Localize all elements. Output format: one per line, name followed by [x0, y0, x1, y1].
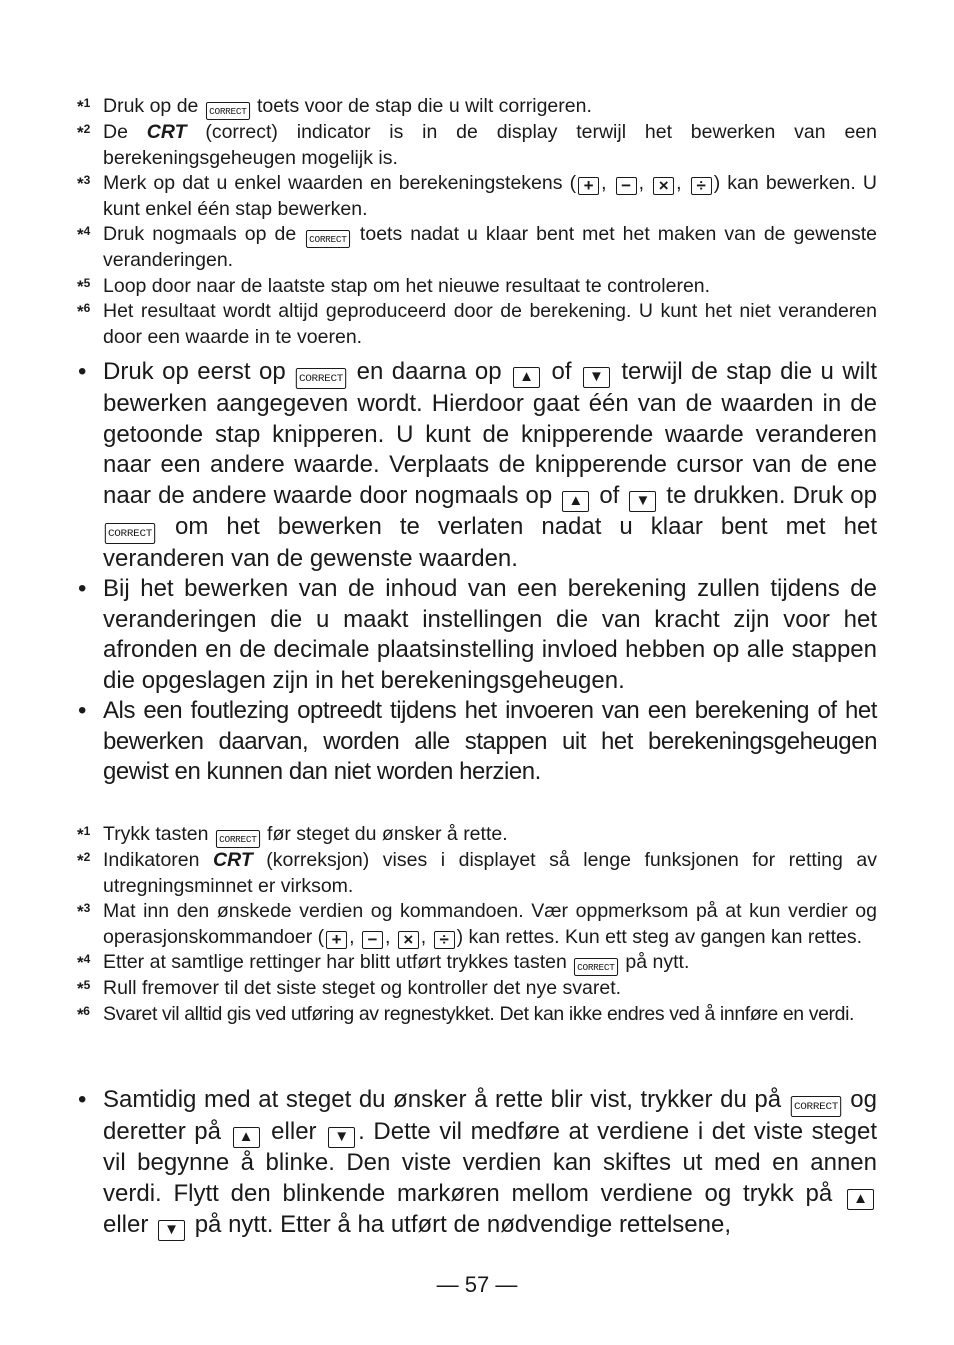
- minus-key-icon: −: [616, 177, 637, 195]
- up-arrow-key-icon: ▲: [847, 1189, 874, 1210]
- correct-key-icon: CORRECT: [216, 830, 260, 848]
- correct-key-icon: CORRECT: [105, 523, 155, 544]
- bullet-item: • Druk op eerst op CORRECT en daarna op ▲ of ▼ terwijl de stap die u wilt bewerken aangegeven wordt. Hierdoor gaat één van de waarden in de getoonde stap knipperen. U kunt de knipperende waarde veranderen naar een andere waarde. Verplaats de knipperende cursor van de ene naar de andere waarde door nogmaals op ▲ of ▼ te drukken. Druk op CORRECT om het bewerken te verlaten nadat u klaar bent met het veranderen van de gewenste waarden.: [78, 358, 877, 572]
- bullet-item: • Samtidig med at steget du ønsker å rette blir vist, trykker du på CORRECT og deretter på ▲ eller ▼ . Dette vil medføre at verdiene i det viste steget vil begynne å blinke. Den viste verdien kan skiftes ut med en annen verdi. Flytt den blinkende markøren mellom verdiene og trykk på ▲ eller ▼ på nytt. Etter å ha utført de nødvendige rettelsene,: [74, 1085, 877, 1241]
- footnote-4: *$^4$ Druk nogmaals op de CORRECT toets nadat u klaar bent met het maken van de gewenste veranderingen.: [77, 223, 877, 271]
- correct-key-icon: CORRECT: [790, 1096, 840, 1117]
- crt-indicator: CRT: [213, 849, 253, 871]
- footnote-6: *$^6$ Svaret vil alltid gis ved utføring av regnestykket. Det kan ikke endres ved å innføre en verdi.: [77, 1002, 855, 1025]
- footnote-5: *$^5$ Loop door naar de laatste stap om het nieuwe resultaat te controleren.: [77, 274, 711, 297]
- plus-key-icon: +: [326, 931, 347, 949]
- crt-indicator: CRT: [146, 121, 187, 143]
- correct-key-icon: CORRECT: [306, 230, 350, 248]
- minus-key-icon: −: [362, 931, 383, 949]
- times-key-icon: ×: [653, 177, 674, 195]
- correct-key-icon: CORRECT: [206, 102, 250, 120]
- norwegian-bullets: [74, 1085, 877, 1241]
- down-arrow-key-icon: ▼: [583, 367, 610, 388]
- footnote-5: *$^5$ Rull fremover til det siste steget og kontroller det nye svaret.: [77, 977, 622, 999]
- footnote-2: *$^2$ De CRT (correct) indicator is in de display terwijl het bewerken van een berekeningsgeheugen mogelijk is.: [77, 121, 877, 169]
- down-arrow-key-icon: ▼: [629, 491, 656, 512]
- bullet-icon: •: [78, 1086, 87, 1113]
- bullet-icon: •: [78, 575, 87, 602]
- down-arrow-key-icon: ▼: [158, 1220, 185, 1241]
- up-arrow-key-icon: ▲: [513, 367, 540, 388]
- times-key-icon: ×: [398, 931, 419, 949]
- up-arrow-key-icon: ▲: [562, 491, 589, 512]
- footnote-1: *$^1$ Druk op de CORRECT toets voor de stap die u wilt corrigeren.: [74, 94, 877, 120]
- bullet-icon: •: [78, 697, 86, 724]
- footnote-2: *$^2$ Indikatoren CRT (korreksjon) vises i displayet så lenge funksjonen for retting av utregningsminnet er virksom.: [77, 849, 877, 897]
- footnote-3: *$^3$ Merk op dat u enkel waarden en berekeningstekens ( + , − , × , ÷ ) kan bewerken. U kunt enkel één stap bewerken.: [77, 172, 877, 220]
- footnote-6: *$^6$ Het resultaat wordt altijd geproduceerd door de berekening. U kunt het niet veranderen door een waarde in te voeren.: [77, 300, 877, 348]
- bullet-icon: •: [78, 358, 87, 385]
- dutch-bullets: [74, 357, 877, 788]
- divide-key-icon: ÷: [434, 931, 455, 949]
- footnote-1: *$^1$ Trykk tasten CORRECT før steget du ønsker å rette.: [74, 822, 877, 848]
- footnote-3: *$^3$ Mat inn den ønskede verdien og kommandoen. Vær oppmerksom på at kun verdier og operasjonskommandoer ( + , − , × , ÷ ) kan rettes. Kun ett steg av gangen kan rettes.: [77, 900, 877, 949]
- up-arrow-key-icon: ▲: [233, 1127, 260, 1148]
- dutch-footnotes: [74, 94, 877, 350]
- bullet-item: • Als een foutlezing optreedt tijdens het invoeren van een berekening of het bewerken daarvan, worden alle stappen uit het berekeningsgeheugen gewist en kunnen dan niet worden herzien.: [78, 697, 877, 785]
- divide-key-icon: ÷: [691, 177, 712, 195]
- correct-key-icon: CORRECT: [296, 368, 346, 389]
- plus-key-icon: +: [578, 177, 599, 195]
- down-arrow-key-icon: ▼: [328, 1127, 355, 1148]
- footnote-4: *$^4$ Etter at samtlige rettinger har blitt utført trykkes tasten CORRECT på nytt.: [74, 950, 877, 976]
- page-number: — 57 —: [436, 1272, 518, 1297]
- bullet-item: • Bij het bewerken van de inhoud van een berekening zullen tijdens de veranderingen die u maakt instellingen die van kracht zijn voor het afronden en de decimale plaatsinstelling invloed hebben op alle stappen die opgeslagen zijn in het berekeningsgeheugen.: [78, 575, 877, 694]
- norwegian-footnotes: [74, 822, 877, 1027]
- correct-key-icon: CORRECT: [574, 958, 618, 976]
